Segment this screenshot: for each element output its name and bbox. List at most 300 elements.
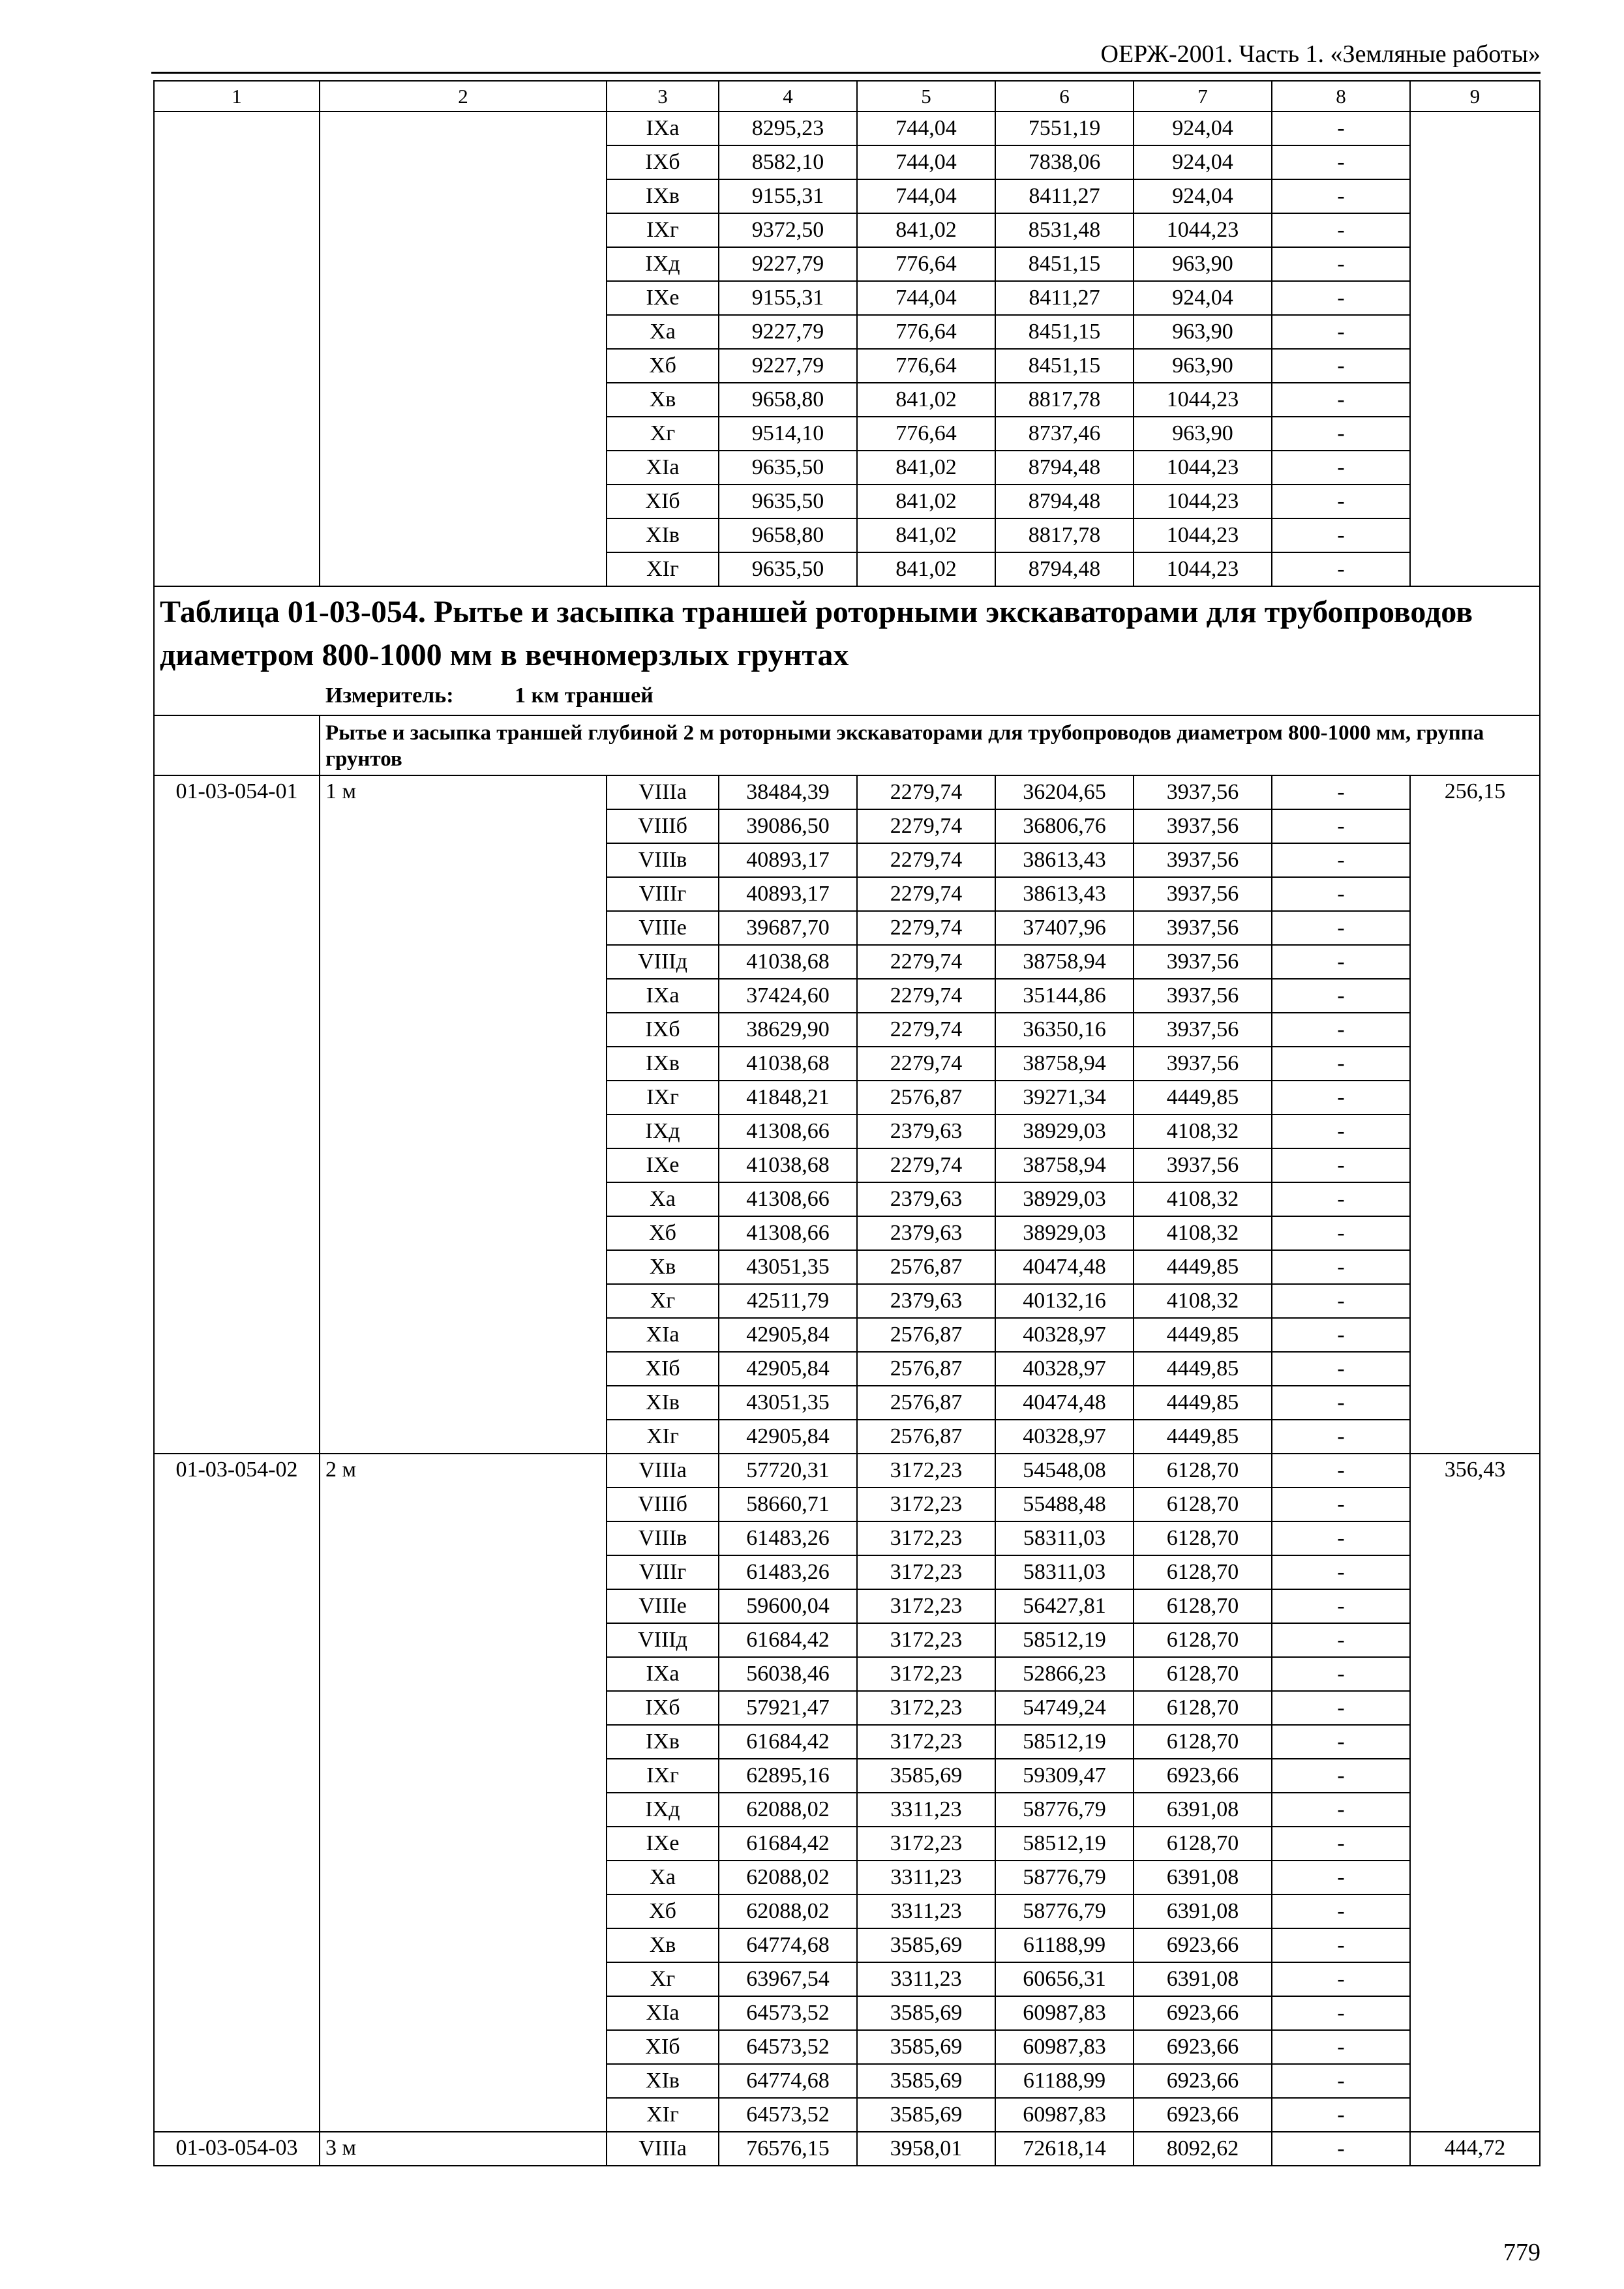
soil-group-cell: IXа (607, 979, 719, 1013)
soil-group-cell: IXд (607, 1793, 719, 1827)
total-cost-cell: 9227,79 (719, 349, 857, 383)
machinist-wages-cell: 6923,66 (1134, 2030, 1272, 2064)
total-cost-cell: 41848,21 (719, 1081, 857, 1115)
total-cost-cell: 43051,35 (719, 1250, 857, 1284)
wages-cell: 2576,87 (857, 1318, 995, 1352)
machines-cell: 60656,31 (995, 1962, 1134, 1996)
materials-cell: - (1272, 518, 1410, 552)
materials-cell: - (1272, 2098, 1410, 2132)
total-cost-cell: 41308,66 (719, 1182, 857, 1216)
materials-cell: - (1272, 1488, 1410, 1521)
machinist-wages-cell: 6128,70 (1134, 1521, 1272, 1555)
wages-cell: 2279,74 (857, 1148, 995, 1182)
materials-cell: - (1272, 1861, 1410, 1894)
total-cost-cell: 42905,84 (719, 1352, 857, 1386)
wages-cell: 2379,63 (857, 1284, 995, 1318)
materials-cell: - (1272, 1047, 1410, 1081)
machinist-wages-cell: 1044,23 (1134, 485, 1272, 518)
materials-cell: - (1272, 1386, 1410, 1420)
col9-cell: 356,43 (1410, 1454, 1540, 2132)
machinist-wages-cell: 3937,56 (1134, 877, 1272, 911)
machines-cell: 60987,83 (995, 1996, 1134, 2030)
wages-cell: 841,02 (857, 485, 995, 518)
wages-cell: 2279,74 (857, 877, 995, 911)
machines-cell: 58512,19 (995, 1827, 1134, 1861)
soil-group-cell: XIв (607, 518, 719, 552)
machines-cell: 72618,14 (995, 2132, 1134, 2166)
machines-cell: 36806,76 (995, 809, 1134, 843)
wages-cell: 3311,23 (857, 1861, 995, 1894)
group-description-spacer (154, 715, 320, 775)
soil-group-cell: XIг (607, 2098, 719, 2132)
total-cost-cell: 43051,35 (719, 1386, 857, 1420)
materials-cell: - (1272, 1759, 1410, 1793)
machines-cell: 40474,48 (995, 1250, 1134, 1284)
soil-group-cell: XIб (607, 1352, 719, 1386)
wages-cell: 841,02 (857, 518, 995, 552)
machines-cell: 61188,99 (995, 1928, 1134, 1962)
wages-cell: 3585,69 (857, 1996, 995, 2030)
machinist-wages-cell: 3937,56 (1134, 1013, 1272, 1047)
machines-cell: 8451,15 (995, 349, 1134, 383)
materials-cell: - (1272, 247, 1410, 281)
wages-cell: 776,64 (857, 247, 995, 281)
column-number: 2 (320, 81, 607, 112)
soil-group-cell: IXг (607, 1759, 719, 1793)
total-cost-cell: 41308,66 (719, 1115, 857, 1148)
column-number: 1 (154, 81, 320, 112)
machines-cell: 8411,27 (995, 281, 1134, 315)
total-cost-cell: 58660,71 (719, 1488, 857, 1521)
col9-cell: 256,15 (1410, 775, 1540, 1454)
soil-group-cell: Xб (607, 349, 719, 383)
machinist-wages-cell: 6128,70 (1134, 1454, 1272, 1488)
total-cost-cell: 62088,02 (719, 1861, 857, 1894)
total-cost-cell: 9155,31 (719, 179, 857, 213)
machinist-wages-cell: 963,90 (1134, 315, 1272, 349)
soil-group-cell: VIIIв (607, 843, 719, 877)
wages-cell: 3172,23 (857, 1454, 995, 1488)
machinist-wages-cell: 6128,70 (1134, 1555, 1272, 1589)
total-cost-cell: 62088,02 (719, 1894, 857, 1928)
total-cost-cell: 76576,15 (719, 2132, 857, 2166)
total-cost-cell: 42511,79 (719, 1284, 857, 1318)
wages-cell: 3585,69 (857, 1928, 995, 1962)
soil-group-cell: IXв (607, 1047, 719, 1081)
machines-cell: 38613,43 (995, 877, 1134, 911)
total-cost-cell: 64573,52 (719, 1996, 857, 2030)
wages-cell: 2279,74 (857, 979, 995, 1013)
materials-cell: - (1272, 1793, 1410, 1827)
machines-cell: 39271,34 (995, 1081, 1134, 1115)
total-cost-cell: 39687,70 (719, 911, 857, 945)
total-cost-cell: 9227,79 (719, 247, 857, 281)
column-number: 3 (607, 81, 719, 112)
wages-cell: 2379,63 (857, 1182, 995, 1216)
total-cost-cell: 62088,02 (719, 1793, 857, 1827)
machines-cell: 8451,15 (995, 315, 1134, 349)
soil-group-cell: Xв (607, 1250, 719, 1284)
wages-cell: 2576,87 (857, 1081, 995, 1115)
materials-cell: - (1272, 809, 1410, 843)
soil-group-cell: VIIIб (607, 809, 719, 843)
soil-group-cell: Xб (607, 1894, 719, 1928)
soil-group-cell: VIIIе (607, 1589, 719, 1623)
soil-group-cell: VIIIд (607, 945, 719, 979)
total-cost-cell: 9372,50 (719, 213, 857, 247)
column-number: 5 (857, 81, 995, 112)
code-cell: 01-03-054-03 (154, 2132, 320, 2166)
materials-cell: - (1272, 1521, 1410, 1555)
wages-cell: 2279,74 (857, 809, 995, 843)
materials-cell: - (1272, 1318, 1410, 1352)
wages-cell: 744,04 (857, 112, 995, 145)
wages-cell: 2576,87 (857, 1352, 995, 1386)
machines-cell: 38758,94 (995, 1148, 1134, 1182)
total-cost-cell: 63967,54 (719, 1962, 857, 1996)
machinist-wages-cell: 6128,70 (1134, 1657, 1272, 1691)
column-number: 6 (995, 81, 1134, 112)
materials-cell: - (1272, 1691, 1410, 1725)
machinist-wages-cell: 3937,56 (1134, 945, 1272, 979)
column-number: 7 (1134, 81, 1272, 112)
materials-cell: - (1272, 213, 1410, 247)
total-cost-cell: 41038,68 (719, 1047, 857, 1081)
materials-cell: - (1272, 1284, 1410, 1318)
materials-cell: - (1272, 1555, 1410, 1589)
machinist-wages-cell: 6391,08 (1134, 1894, 1272, 1928)
soil-group-cell: VIIIг (607, 1555, 719, 1589)
machinist-wages-cell: 924,04 (1134, 145, 1272, 179)
group-description: Рытье и засыпка траншей глубиной 2 м роторными экскаваторами для трубопроводов диаметром 800-1000 мм, группа грунтов (320, 715, 1540, 775)
wages-cell: 3172,23 (857, 1827, 995, 1861)
machines-cell: 35144,86 (995, 979, 1134, 1013)
wages-cell: 3585,69 (857, 1759, 995, 1793)
wages-cell: 3311,23 (857, 1962, 995, 1996)
soil-group-cell: IXб (607, 145, 719, 179)
total-cost-cell: 37424,60 (719, 979, 857, 1013)
wages-cell: 3311,23 (857, 1793, 995, 1827)
total-cost-cell: 59600,04 (719, 1589, 857, 1623)
materials-cell: - (1272, 945, 1410, 979)
header-rule (151, 72, 1541, 74)
machines-cell: 37407,96 (995, 911, 1134, 945)
total-cost-cell: 56038,46 (719, 1657, 857, 1691)
total-cost-cell: 64573,52 (719, 2030, 857, 2064)
soil-group-cell: XIг (607, 552, 719, 586)
wages-cell: 2379,63 (857, 1216, 995, 1250)
machinist-wages-cell: 6391,08 (1134, 1793, 1272, 1827)
machinist-wages-cell: 6923,66 (1134, 1928, 1272, 1962)
machines-cell: 56427,81 (995, 1589, 1134, 1623)
machines-cell: 38929,03 (995, 1182, 1134, 1216)
total-cost-cell: 41038,68 (719, 1148, 857, 1182)
machinist-wages-cell: 6923,66 (1134, 2064, 1272, 2098)
name-cell: 1 м (320, 775, 607, 1454)
table-title-row (154, 586, 1540, 715)
materials-cell: - (1272, 877, 1410, 911)
machinist-wages-cell: 924,04 (1134, 281, 1272, 315)
materials-cell: - (1272, 485, 1410, 518)
name-cell: 2 м (320, 1454, 607, 2132)
wages-cell: 3311,23 (857, 1894, 995, 1928)
table-row (154, 112, 1540, 145)
materials-cell: - (1272, 775, 1410, 809)
wages-cell: 841,02 (857, 213, 995, 247)
wages-cell: 2576,87 (857, 1420, 995, 1454)
machinist-wages-cell: 6923,66 (1134, 1996, 1272, 2030)
machinist-wages-cell: 1044,23 (1134, 518, 1272, 552)
machines-cell: 7551,19 (995, 112, 1134, 145)
materials-cell: - (1272, 383, 1410, 417)
soil-group-cell: IXе (607, 1827, 719, 1861)
wages-cell: 744,04 (857, 281, 995, 315)
wages-cell: 3172,23 (857, 1488, 995, 1521)
wages-cell: 2279,74 (857, 775, 995, 809)
materials-cell: - (1272, 1589, 1410, 1623)
total-cost-cell: 9227,79 (719, 315, 857, 349)
machinist-wages-cell: 6128,70 (1134, 1589, 1272, 1623)
wages-cell: 776,64 (857, 349, 995, 383)
code-cell: 01-03-054-01 (154, 775, 320, 1454)
measure-label: Измеритель: (325, 683, 454, 708)
total-cost-cell: 42905,84 (719, 1420, 857, 1454)
machines-cell: 59309,47 (995, 1759, 1134, 1793)
materials-cell: - (1272, 1420, 1410, 1454)
wages-cell: 744,04 (857, 145, 995, 179)
soil-group-cell: VIIIг (607, 877, 719, 911)
machinist-wages-cell: 4449,85 (1134, 1081, 1272, 1115)
wages-cell: 2279,74 (857, 1013, 995, 1047)
group-description-row (154, 715, 1540, 775)
machines-cell: 58311,03 (995, 1521, 1134, 1555)
materials-cell: - (1272, 1962, 1410, 1996)
materials-cell: - (1272, 552, 1410, 586)
machines-cell: 36204,65 (995, 775, 1134, 809)
machinist-wages-cell: 6128,70 (1134, 1691, 1272, 1725)
total-cost-cell: 8295,23 (719, 112, 857, 145)
soil-group-cell: Xг (607, 1284, 719, 1318)
machines-cell: 52866,23 (995, 1657, 1134, 1691)
total-cost-cell: 40893,17 (719, 877, 857, 911)
machines-cell: 8817,78 (995, 518, 1134, 552)
wages-cell: 3172,23 (857, 1555, 995, 1589)
table-title-cell (154, 586, 1540, 715)
machinist-wages-cell: 3937,56 (1134, 1148, 1272, 1182)
total-cost-cell: 64573,52 (719, 2098, 857, 2132)
machines-cell: 58776,79 (995, 1861, 1134, 1894)
machinist-wages-cell: 4449,85 (1134, 1250, 1272, 1284)
table-row (154, 1454, 1540, 1488)
soil-group-cell: IXд (607, 247, 719, 281)
name-cell (320, 112, 607, 586)
materials-cell: - (1272, 1996, 1410, 2030)
total-cost-cell: 8582,10 (719, 145, 857, 179)
machines-cell: 8451,15 (995, 247, 1134, 281)
machines-cell: 7838,06 (995, 145, 1134, 179)
machinist-wages-cell: 6128,70 (1134, 1725, 1272, 1759)
machines-cell: 58512,19 (995, 1725, 1134, 1759)
soil-group-cell: XIб (607, 485, 719, 518)
table-title: Таблица 01-03-054. Рытье и засыпка траншей роторными экскаваторами для трубопроводов диаметром 800-1000 мм в вечномерзлых грунтах (160, 595, 1473, 672)
total-cost-cell: 42905,84 (719, 1318, 857, 1352)
wages-cell: 3172,23 (857, 1589, 995, 1623)
column-numbers-row (154, 81, 1540, 112)
wages-cell: 2279,74 (857, 945, 995, 979)
materials-cell: - (1272, 1928, 1410, 1962)
materials-cell: - (1272, 1657, 1410, 1691)
materials-cell: - (1272, 1081, 1410, 1115)
machinist-wages-cell: 924,04 (1134, 112, 1272, 145)
wages-cell: 3172,23 (857, 1691, 995, 1725)
machinist-wages-cell: 3937,56 (1134, 1047, 1272, 1081)
total-cost-cell: 61483,26 (719, 1521, 857, 1555)
machines-cell: 54749,24 (995, 1691, 1134, 1725)
table-row (154, 775, 1540, 809)
soil-group-cell: IXа (607, 1657, 719, 1691)
total-cost-cell: 9155,31 (719, 281, 857, 315)
wages-cell: 2379,63 (857, 1115, 995, 1148)
machinist-wages-cell: 4449,85 (1134, 1352, 1272, 1386)
wages-cell: 3585,69 (857, 2064, 995, 2098)
soil-group-cell: IXб (607, 1013, 719, 1047)
machinist-wages-cell: 963,90 (1134, 349, 1272, 383)
materials-cell: - (1272, 843, 1410, 877)
machinist-wages-cell: 4449,85 (1134, 1386, 1272, 1420)
machinist-wages-cell: 8092,62 (1134, 2132, 1272, 2166)
total-cost-cell: 38484,39 (719, 775, 857, 809)
soil-group-cell: IXв (607, 1725, 719, 1759)
machines-cell: 8794,48 (995, 552, 1134, 586)
total-cost-cell: 9635,50 (719, 485, 857, 518)
page-number: 779 (1503, 2239, 1541, 2266)
total-cost-cell: 9635,50 (719, 451, 857, 485)
machinist-wages-cell: 6128,70 (1134, 1827, 1272, 1861)
machines-cell: 61188,99 (995, 2064, 1134, 2098)
soil-group-cell: IXг (607, 213, 719, 247)
wages-cell: 776,64 (857, 417, 995, 451)
wages-cell: 744,04 (857, 179, 995, 213)
soil-group-cell: IXв (607, 179, 719, 213)
soil-group-cell: XIв (607, 2064, 719, 2098)
materials-cell: - (1272, 1827, 1410, 1861)
total-cost-cell: 61684,42 (719, 1827, 857, 1861)
soil-group-cell: XIа (607, 1996, 719, 2030)
machines-cell: 58776,79 (995, 1793, 1134, 1827)
machines-cell: 40132,16 (995, 1284, 1134, 1318)
wages-cell: 3172,23 (857, 1623, 995, 1657)
materials-cell: - (1272, 911, 1410, 945)
machines-cell: 38929,03 (995, 1115, 1134, 1148)
machines-cell: 58311,03 (995, 1555, 1134, 1589)
soil-group-cell: VIIIд (607, 1623, 719, 1657)
total-cost-cell: 39086,50 (719, 809, 857, 843)
machinist-wages-cell: 6923,66 (1134, 2098, 1272, 2132)
soil-group-cell: XIб (607, 2030, 719, 2064)
machinist-wages-cell: 963,90 (1134, 247, 1272, 281)
table-row (154, 2132, 1540, 2166)
materials-cell: - (1272, 2064, 1410, 2098)
col9-cell: 444,72 (1410, 2132, 1540, 2166)
norms-table (153, 80, 1541, 2166)
measure-unit: 1 км траншей (515, 683, 654, 708)
materials-cell: - (1272, 979, 1410, 1013)
materials-cell: - (1272, 145, 1410, 179)
soil-group-cell: IXе (607, 1148, 719, 1182)
machinist-wages-cell: 3937,56 (1134, 775, 1272, 809)
column-number: 8 (1272, 81, 1410, 112)
machinist-wages-cell: 3937,56 (1134, 911, 1272, 945)
machines-cell: 40474,48 (995, 1386, 1134, 1420)
materials-cell: - (1272, 349, 1410, 383)
machinist-wages-cell: 4108,32 (1134, 1284, 1272, 1318)
machinist-wages-cell: 3937,56 (1134, 979, 1272, 1013)
machines-cell: 38613,43 (995, 843, 1134, 877)
materials-cell: - (1272, 1894, 1410, 1928)
machinist-wages-cell: 6391,08 (1134, 1962, 1272, 1996)
machines-cell: 8531,48 (995, 213, 1134, 247)
soil-group-cell: XIа (607, 451, 719, 485)
wages-cell: 2279,74 (857, 911, 995, 945)
materials-cell: - (1272, 417, 1410, 451)
machines-cell: 55488,48 (995, 1488, 1134, 1521)
machinist-wages-cell: 924,04 (1134, 179, 1272, 213)
soil-group-cell: VIIIв (607, 1521, 719, 1555)
machinist-wages-cell: 3937,56 (1134, 843, 1272, 877)
total-cost-cell: 64774,68 (719, 1928, 857, 1962)
soil-group-cell: IXа (607, 112, 719, 145)
machines-cell: 8737,46 (995, 417, 1134, 451)
materials-cell: - (1272, 451, 1410, 485)
machines-cell: 40328,97 (995, 1420, 1134, 1454)
wages-cell: 3172,23 (857, 1657, 995, 1691)
total-cost-cell: 62895,16 (719, 1759, 857, 1793)
machines-cell: 40328,97 (995, 1318, 1134, 1352)
total-cost-cell: 41308,66 (719, 1216, 857, 1250)
soil-group-cell: VIIIа (607, 1454, 719, 1488)
soil-group-cell: IXг (607, 1081, 719, 1115)
wages-cell: 3172,23 (857, 1725, 995, 1759)
wages-cell: 3958,01 (857, 2132, 995, 2166)
materials-cell: - (1272, 281, 1410, 315)
measure-line (325, 677, 1539, 715)
materials-cell: - (1272, 112, 1410, 145)
soil-group-cell: IXб (607, 1691, 719, 1725)
machinist-wages-cell: 3937,56 (1134, 809, 1272, 843)
machinist-wages-cell: 1044,23 (1134, 213, 1272, 247)
machines-cell: 38929,03 (995, 1216, 1134, 1250)
total-cost-cell: 38629,90 (719, 1013, 857, 1047)
machines-cell: 58512,19 (995, 1623, 1134, 1657)
materials-cell: - (1272, 179, 1410, 213)
machinist-wages-cell: 4108,32 (1134, 1115, 1272, 1148)
materials-cell: - (1272, 2132, 1410, 2166)
total-cost-cell: 9514,10 (719, 417, 857, 451)
machinist-wages-cell: 1044,23 (1134, 383, 1272, 417)
machines-cell: 38758,94 (995, 1047, 1134, 1081)
soil-group-cell: XIа (607, 1318, 719, 1352)
col9-cell (1410, 112, 1540, 586)
total-cost-cell: 9658,80 (719, 383, 857, 417)
soil-group-cell: Xг (607, 1962, 719, 1996)
machines-cell: 40328,97 (995, 1352, 1134, 1386)
soil-group-cell: IXд (607, 1115, 719, 1148)
wages-cell: 2279,74 (857, 1047, 995, 1081)
machines-cell: 8817,78 (995, 383, 1134, 417)
wages-cell: 776,64 (857, 315, 995, 349)
wages-cell: 841,02 (857, 552, 995, 586)
soil-group-cell: Xа (607, 1182, 719, 1216)
